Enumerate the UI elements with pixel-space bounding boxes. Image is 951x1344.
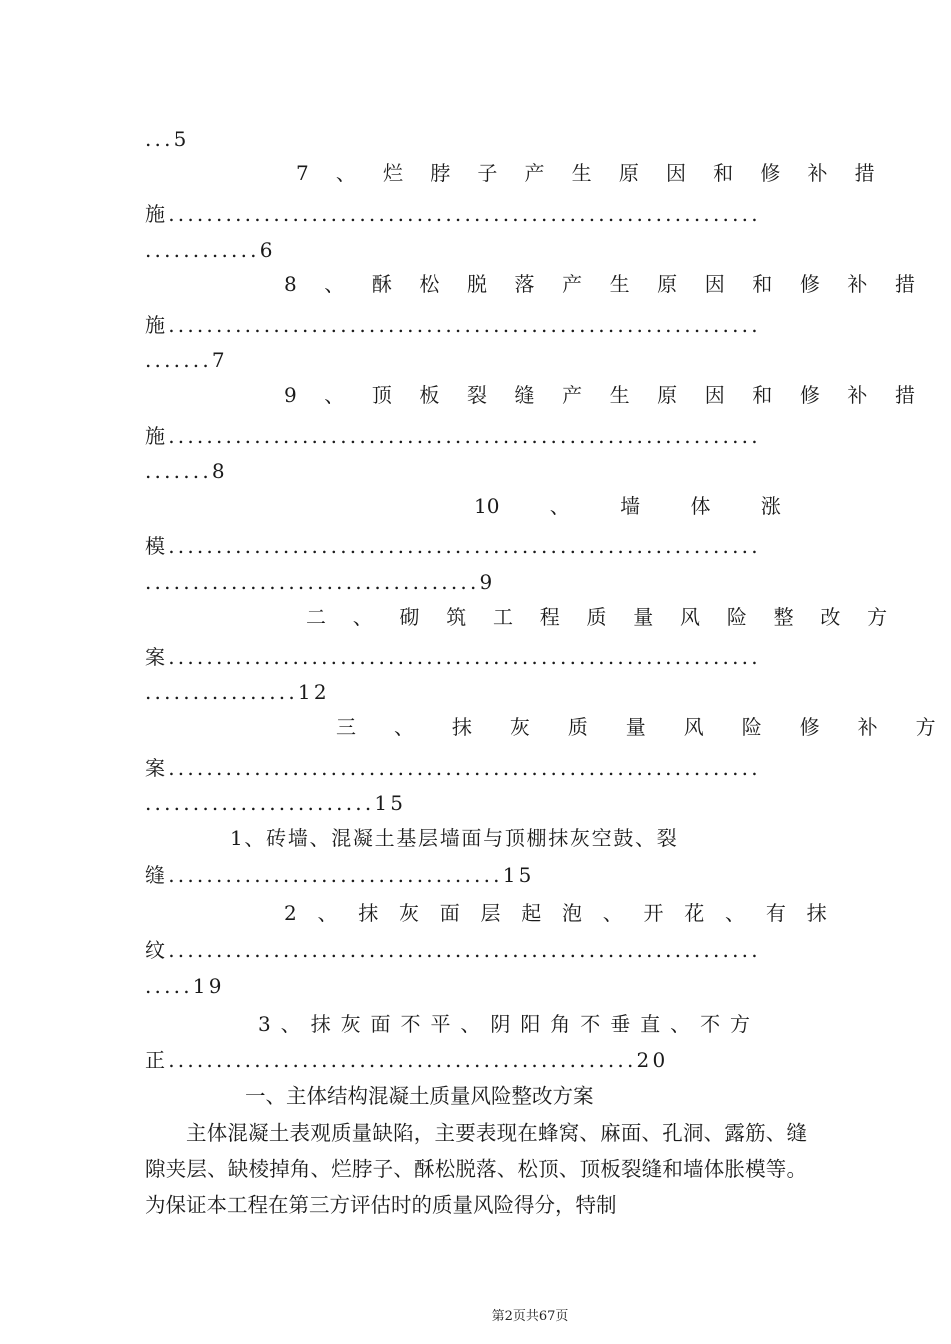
toc-item-9-title[interactable]: 9 、 顶 板 裂 缝 产 生 原 因 和 修 补 措 (284, 383, 926, 407)
toc-item-10-page: ...................................9 (145, 570, 496, 594)
toc-item-8-page: .......7 (145, 348, 228, 372)
page-footer (0, 1305, 950, 1324)
toc-section-2-title[interactable]: 二 、 砌 筑 工 程 质 量 风 险 整 改 方 (306, 605, 898, 629)
toc-fragment: ...5 (145, 127, 190, 151)
toc-sub-3-title[interactable]: 3 、 抹 灰 面 不 平 、 阴 阳 角 不 垂 直 、 不 方 (258, 1012, 752, 1036)
toc-item-7-title[interactable]: 7 、 烂 脖 子 产 生 原 因 和 修 补 措 (296, 161, 886, 185)
toc-sub-3-page: 正.................................................20 (145, 1048, 669, 1072)
toc-sub-2-title[interactable]: 2 、 抹 灰 面 层 起 泡 、 开 花 、 有 抹 (284, 901, 834, 925)
toc-item-10-title[interactable]: 10 、 墙 体 涨 (474, 494, 781, 518)
toc-section-3-title[interactable]: 三 、 抹 灰 质 量 风 险 修 补 方 (336, 715, 951, 739)
toc-section-2-page: ................12 (145, 680, 330, 704)
toc-item-9-leader: 施.............................................................. (145, 424, 761, 448)
toc-sub-2-page: .....19 (145, 974, 225, 998)
toc-item-8-leader: 施.............................................................. (145, 313, 761, 337)
toc-section-3-page: ........................15 (145, 791, 407, 815)
body-paragraph: 主体混凝土表观质量缺陷，主要表现在蜂窝、麻面、孔洞、露筋、缝隙夹层、缺棱掉角、烂脖子、酥松脱落、松顶、顶板裂缝和墙体胀模等。为保证本工程在第三方评估时的质量风险得分，特制 (145, 1121, 807, 1217)
toc-section-3-leader: 案.............................................................. (145, 756, 761, 780)
toc-item-9-page: .......8 (145, 459, 228, 483)
section-heading: 一、主体结构混凝土质量风险整改方案 (245, 1084, 594, 1108)
toc-item-7-page: ............6 (145, 238, 276, 262)
toc-item-7-leader: 施.............................................................. (145, 202, 761, 226)
toc-sub-1-page: 缝...................................15 (145, 863, 535, 887)
toc-sub-1-title[interactable]: 1、砖墙、混凝土基层墙面与顶棚抹灰空鼓、裂 (230, 826, 679, 850)
toc-item-8-title[interactable]: 8 、 酥 松 脱 落 产 生 原 因 和 修 补 措 (284, 272, 926, 296)
page-number: 第2页共67页 (491, 1309, 569, 1324)
toc-section-2-leader: 案.............................................................. (145, 645, 761, 669)
toc-item-10-leader: 模.............................................................. (145, 534, 761, 558)
toc-sub-2-leader: 纹.............................................................. (145, 938, 761, 962)
